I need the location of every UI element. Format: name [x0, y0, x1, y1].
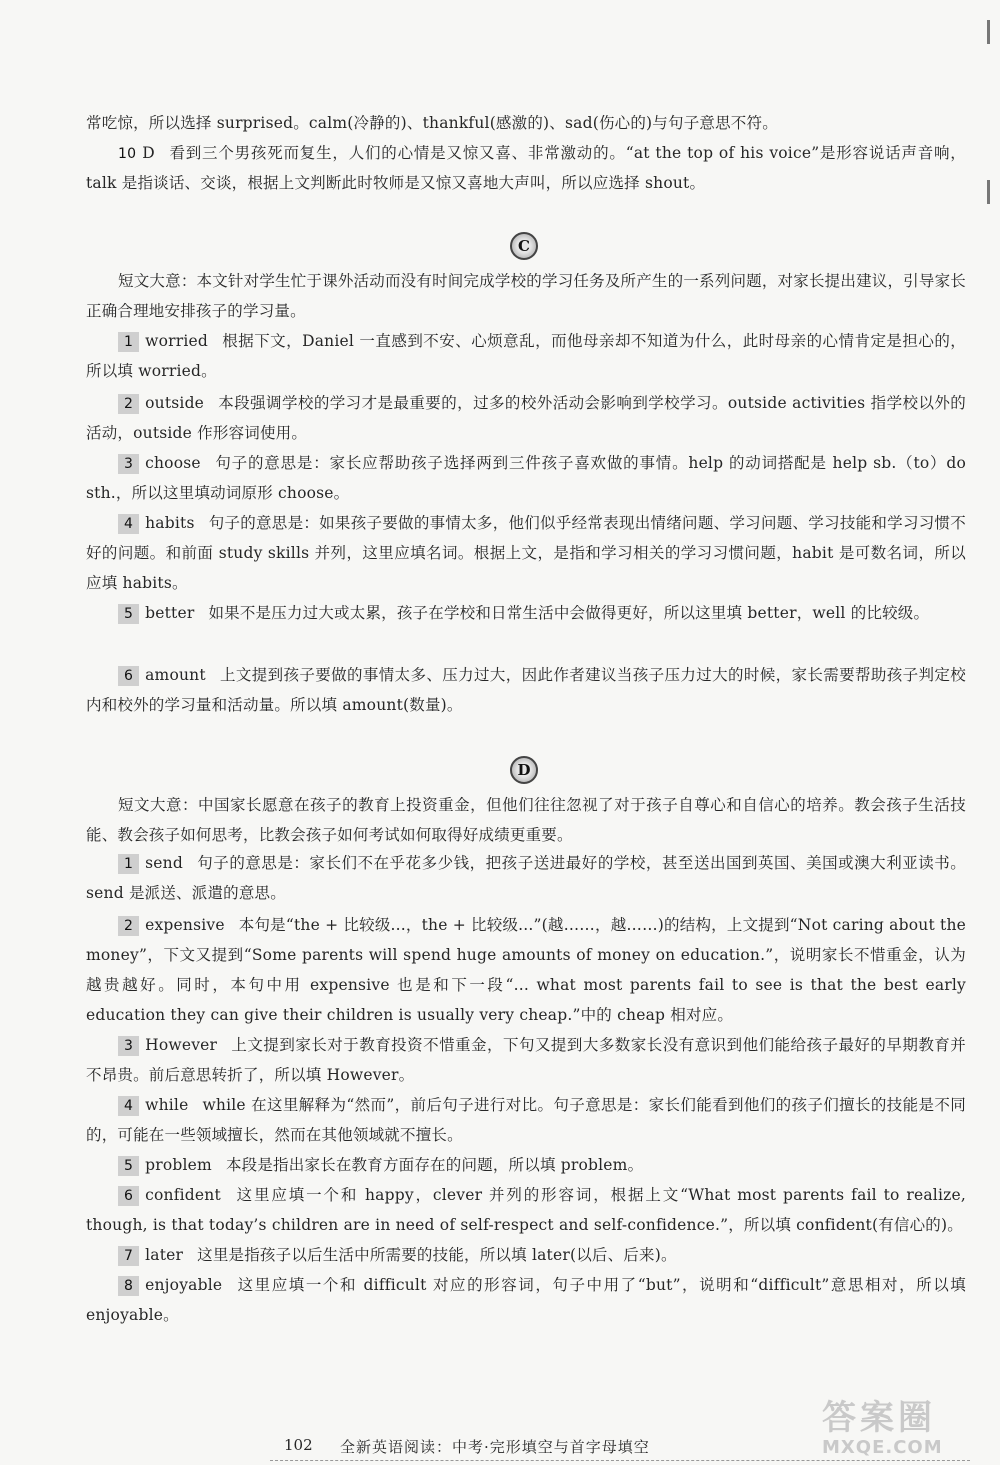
- d-item-3: [86, 1030, 966, 1090]
- item-answer: habits: [145, 514, 195, 532]
- item-number: 4: [118, 514, 139, 534]
- d-item-5: [86, 1150, 966, 1180]
- watermark-text: 答案圈: [822, 1398, 936, 1438]
- item-explanation: 看到三个男孩死而复生，人们的心情是又惊又喜、非常激动的。“at the top of his voice”是形容说话声音响，talk 是指谈话、交谈，根据上文判断此时牧师是又惊又喜地大声叫，所以应选择 shout。: [86, 144, 966, 192]
- answer-item-10: [86, 138, 966, 198]
- item-number: 10: [118, 146, 137, 162]
- item-answer: confident: [145, 1186, 221, 1204]
- c-item-4: [86, 508, 966, 598]
- item-number: 6: [118, 666, 139, 686]
- item-answer: later: [145, 1246, 184, 1264]
- item-number: 1: [118, 854, 139, 874]
- d-item-4: [86, 1090, 966, 1150]
- item-number: 8: [118, 1276, 139, 1296]
- c-item-1: [86, 326, 966, 386]
- watermark-url: MXQE.COM: [822, 1437, 943, 1458]
- footer-divider: [270, 1460, 970, 1462]
- item-number: 1: [118, 332, 139, 352]
- d-item-7: [86, 1240, 966, 1270]
- item-explanation: 本句是“the + 比较级...，the + 比较级...”(越……，越……)的结构，上文提到“Not caring about the money”，下文又提到“Some parents will spend huge amounts of money on education.”，说明家长不惜重金，认为越贵越好。同时，本句中用 expensive 也是和下一段“... what most parents fail to see is that the best early education they can give their children is usually very cheap.”中的 cheap 相对应。: [86, 916, 966, 1024]
- item-number: 2: [118, 394, 139, 414]
- item-answer: problem: [145, 1156, 212, 1174]
- item-explanation: 本段是指出家长在教育方面存在的问题，所以填 problem。: [225, 1156, 644, 1174]
- item-answer: better: [145, 604, 195, 622]
- d-item-8: [86, 1270, 966, 1330]
- item-number: 7: [118, 1246, 139, 1266]
- item-number: 5: [118, 604, 139, 624]
- section-c-badge: C: [510, 232, 538, 260]
- c-item-5: [86, 598, 966, 628]
- item-answer: worried: [145, 332, 208, 350]
- item-explanation: 上文提到家长对于教育投资不惜重金，下句又提到大多数家长没有意识到他们能给孩子最好的早期教育并不昂贵。前后意思转折了，所以填 However。: [86, 1036, 966, 1084]
- summary-text: 短文大意：中国家长愿意在孩子的教育上投资重金，但他们往往忽视了对于孩子自尊心和自信心的培养。教会孩子生活技能、教会孩子如何思考，比教会孩子如何考试如何取得好成绩更重要。: [86, 796, 966, 844]
- scan-edge-mark: [987, 20, 990, 44]
- item-explanation: 本段强调学校的学习才是最重要的，过多的校外活动会影响到学校学习。outside activities 指学校以外的活动，outside 作形容词使用。: [86, 394, 966, 442]
- item-answer: D: [142, 144, 155, 162]
- scan-edge-mark: [987, 180, 990, 204]
- page-number: 102: [284, 1436, 313, 1454]
- item-explanation: 如果不是压力过大或太累，孩子在学校和日常生活中会做得更好，所以这里填 better，well 的比较级。: [208, 604, 930, 622]
- item-number: 5: [118, 1156, 139, 1176]
- summary-text: 短文大意：本文针对学生忙于课外活动而没有时间完成学校的学习任务及所产生的一系列问题，对家长提出建议，引导家长正确合理地安排孩子的学习量。: [86, 272, 966, 320]
- item-number: 3: [118, 1036, 139, 1056]
- watermark-logo: [822, 1398, 972, 1460]
- paragraph-text: 常吃惊，所以选择 surprised。calm(冷静的)、thankful(感激的)、sad(伤心的)与句子意思不符。: [86, 114, 778, 132]
- item-answer: choose: [145, 454, 201, 472]
- d-item-6: [86, 1180, 966, 1240]
- item-answer: while: [145, 1096, 189, 1114]
- item-number: 2: [118, 916, 139, 936]
- item-explanation: 上文提到孩子要做的事情太多、压力过大，因此作者建议当孩子压力过大的时候，家长需要帮助孩子判定校内和校外的学习量和活动量。所以填 amount(数量)。: [86, 666, 966, 714]
- item-explanation: 这里应填一个和 happy，clever 并列的形容词，根据上文“What most parents fail to realize, though, is that today’s children are in need of self-respect and self-confidence.”，所以填 confident(有信心的)。: [86, 1186, 966, 1234]
- item-explanation: 句子的意思是：家长应帮助孩子选择两到三件孩子喜欢做的事情。help 的动词搭配是 help sb.（to）do sth.，所以这里填动词原形 choose。: [86, 454, 966, 502]
- c-item-6: [86, 660, 966, 720]
- d-item-2: [86, 910, 966, 1030]
- book-title: 全新英语阅读：中考·完形填空与首字母填空: [340, 1438, 650, 1456]
- item-answer: outside: [145, 394, 205, 412]
- item-explanation: 这里是指孩子以后生活中所需要的技能，所以填 later(以后、后来)。: [197, 1246, 677, 1264]
- paragraph-continued: [86, 108, 966, 138]
- section-d-summary: [86, 790, 966, 850]
- item-explanation: 根据下文，Daniel 一直感到不安、心烦意乱，而他母亲却不知道为什么，此时母亲的心情肯定是担心的，所以填 worried。: [86, 332, 966, 380]
- section-c-summary: [86, 266, 966, 326]
- item-answer: expensive: [145, 916, 225, 934]
- item-answer: enjoyable: [145, 1276, 223, 1294]
- item-explanation: 这里应填一个和 difficult 对应的形容词，句子中用了“but”，说明和“difficult”意思相对，所以填 enjoyable。: [86, 1276, 966, 1324]
- item-explanation: while 在这里解释为“然而”，前后句子进行对比。句子意思是：家长们能看到他们的孩子们擅长的技能是不同的，可能在一些领域擅长，然而在其他领域就不擅长。: [86, 1096, 966, 1144]
- c-item-3: [86, 448, 966, 508]
- item-explanation: 句子的意思是：家长们不在乎花多少钱，把孩子送进最好的学校，甚至送出国到英国、美国或澳大利亚读书。send 是派送、派遣的意思。: [86, 854, 966, 902]
- item-answer: send: [145, 854, 183, 872]
- item-explanation: 句子的意思是：如果孩子要做的事情太多，他们似乎经常表现出情绪问题、学习问题、学习技能和学习习惯不好的问题。和前面 study skills 并列，这里应填名词。根据上文，是指和学习相关的学习习惯问题，habit 是可数名词，所以应填 habits。: [86, 514, 966, 592]
- item-answer: amount: [145, 666, 206, 684]
- c-item-2: [86, 388, 966, 448]
- item-number: 4: [118, 1096, 139, 1116]
- item-answer: However: [145, 1036, 218, 1054]
- d-item-1: [86, 848, 966, 908]
- item-number: 3: [118, 454, 139, 474]
- section-d-badge: D: [510, 756, 538, 784]
- item-number: 6: [118, 1186, 139, 1206]
